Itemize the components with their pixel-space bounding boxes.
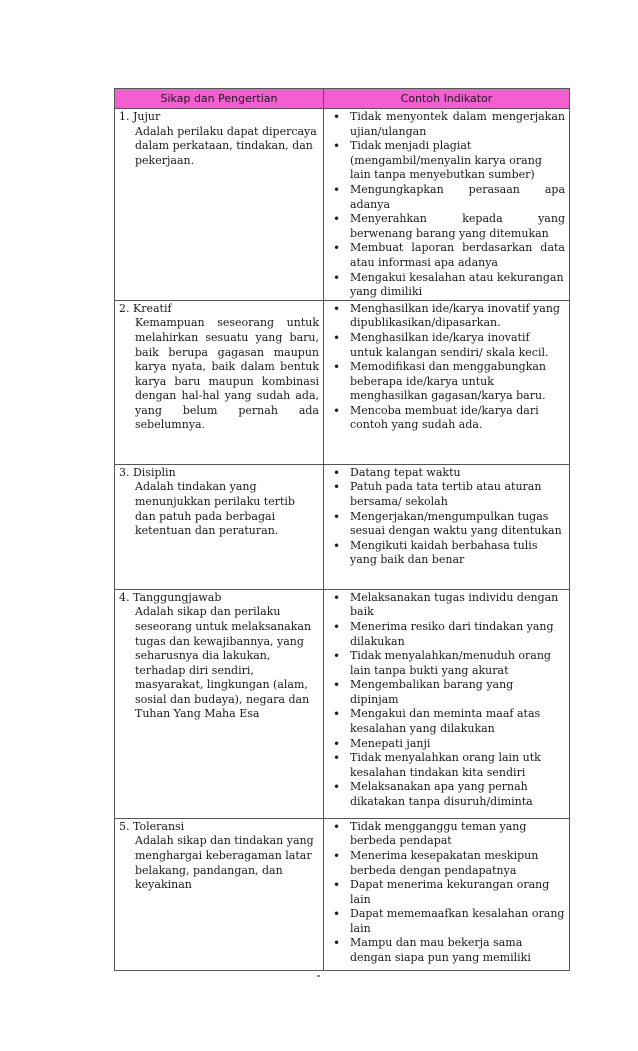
attitude-cell [115,300,324,464]
attitude-title: 5. Toleransi [119,819,185,833]
list-item: • Mengakui kesalahan atau kekurangan yang dimiliki [328,271,565,300]
list-item: • Tidak menyalahkan/menuduh orang lain tanpa bukti yang akurat [328,649,565,678]
attitude-title: 2. Kreatif [119,301,172,315]
list-item: • Membuat laporan berdasarkan data atau informasi apa adanya [328,241,565,270]
attitude-title: 4. Tanggungjawab [119,590,222,604]
indicator-cell [324,589,570,818]
list-item: • Menerima resiko dari tindakan yang dilakukan [328,620,565,649]
list-item: • Menepati janji [328,737,565,752]
header-sikap: Sikap dan Pengertian [115,89,324,109]
list-item: • Dapat menerima kekurangan orang lain [328,878,565,907]
list-item: • Mengakui dan meminta maaf atas kesalahan yang dilakukan [328,707,565,736]
list-item: • Tidak menjadi plagiat (mengambil/menyalin karya orang lain tanpa menyebutkan sumber) [328,139,565,183]
attitude-definition: Adalah perilaku dapat dipercaya dalam perkataan, tindakan, dan pekerjaan. [135,124,317,167]
list-item: • Mengikuti kaidah berbahasa tulis yang baik dan benar [328,539,565,568]
page-marker-dot [317,975,320,977]
list-item: • Tidak menyalahkan orang lain utk kesalahan tindakan kita sendiri [328,751,565,780]
list-item: • Mencoba membuat ide/karya dari contoh yang sudah ada. [328,404,565,433]
attitude-definition: Adalah sikap dan tindakan yang menghargai keberagaman latar belakang, pandangan, dan keyakinan [135,834,314,892]
indicator-list [328,302,565,433]
indicator-list [328,466,565,568]
attitude-indicator-table [114,88,570,971]
list-item: • Dapat mememaafkan kesalahan orang lain [328,907,565,936]
indicator-list [328,110,565,300]
attitude-cell [115,589,324,818]
table-row [115,589,570,818]
list-item: • Menyerahkan kepada yang berwenang barang yang ditemukan [328,212,565,241]
list-item: • Mengungkapkan perasaan apa adanya [328,183,565,212]
list-item: • Mampu dan mau bekerja sama dengan siapa pun yang memiliki [328,936,565,965]
list-item: • Patuh pada tata tertib atau aturan bersama/ sekolah [328,480,565,509]
table-row [115,818,570,970]
table-header-row [115,89,570,109]
indicator-list [328,591,565,810]
list-item: • Mengembalikan barang yang dipinjam [328,678,565,707]
indicator-cell [324,109,570,301]
indicator-cell [324,818,570,970]
list-item: • Tidak mengganggu teman yang berbeda pendapat [328,820,565,849]
list-item: • Tidak menyontek dalam mengerjakan ujian/ulangan [328,110,565,139]
table-row [115,464,570,589]
attitude-definition: Kemampuan seseorang untuk melahirkan sesuatu yang baru, baik berupa gagasan maupun karya nyata, baik dalam bentuk karya baru maupun kombinasi dengan hal-hal yang sudah ada, yang belum pernah ada sebelumnya. [135,316,319,432]
list-item: • Memodifikasi dan menggabungkan beberapa ide/karya untuk menghasilkan gagasan/karya baru. [328,360,565,404]
attitude-title: 1. Jujur [119,110,161,123]
table-row [115,300,570,464]
list-item: • Mengerjakan/mengumpulkan tugas sesuai dengan waktu yang ditentukan [328,510,565,539]
attitude-definition: Adalah tindakan yang menunjukkan perilaku tertib dan patuh pada berbagai ketentuan dan peraturan. [135,480,295,538]
list-item: • Menerima kesepakatan meskipun berbeda dengan pendapatnya [328,849,565,878]
attitude-cell [115,464,324,589]
attitude-cell [115,109,324,301]
attitude-definition: Adalah sikap dan perilaku seseorang untuk melaksanakan tugas dan kewajibannya, yang seharusnya dia lakukan, terhadap diri sendiri, masyarakat, lingkungan (alam, sosial dan budaya), negara dan Tuhan Yang Maha Esa [135,605,312,721]
list-item: • Melaksanakan apa yang pernah dikatakan tanpa disuruh/diminta [328,780,565,809]
attitude-title: 3. Disiplin [119,465,176,479]
indicator-cell [324,300,570,464]
list-item: • Menghasilkan ide/karya inovatif yang dipublikasikan/dipasarkan. [328,302,565,331]
table-row [115,109,570,301]
indicator-list [328,820,565,966]
header-indikator: Contoh Indikator [324,89,570,109]
indicator-cell [324,464,570,589]
list-item: • Datang tepat waktu [328,466,565,481]
list-item: • Melaksanakan tugas individu dengan baik [328,591,565,620]
list-item: • Menghasilkan ide/karya inovatif untuk kalangan sendiri/ skala kecil. [328,331,565,360]
attitude-cell [115,818,324,970]
